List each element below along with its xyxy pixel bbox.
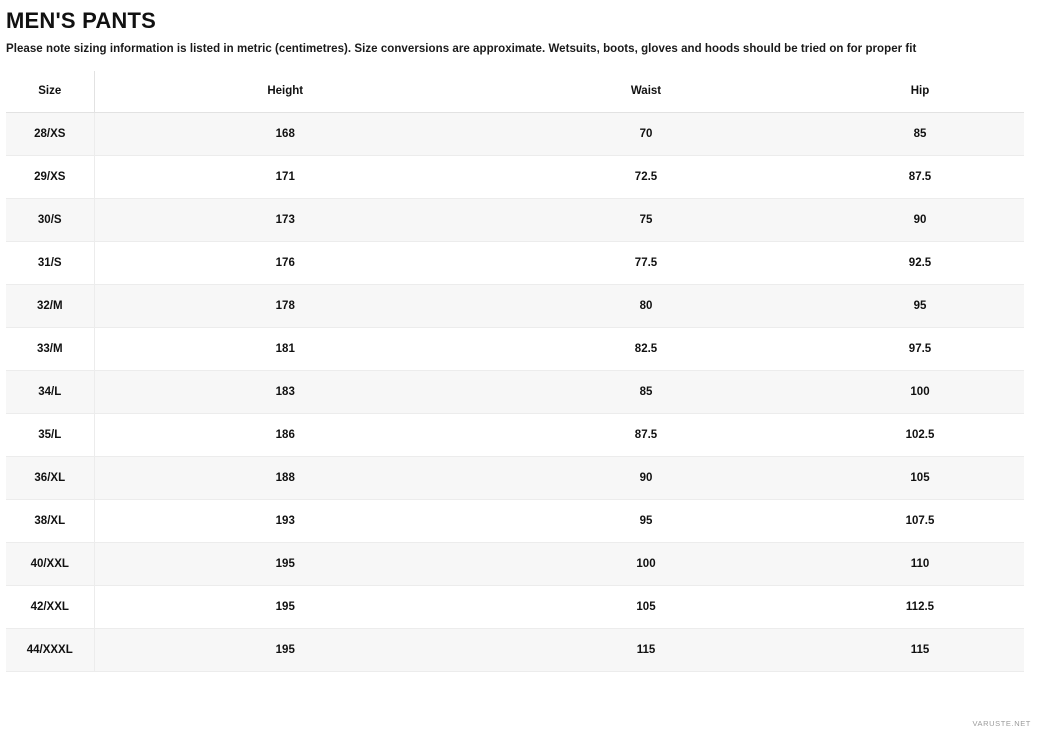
table-row bbox=[6, 113, 1024, 156]
cell-size: 28/XS bbox=[6, 113, 94, 156]
table-header-row bbox=[6, 71, 1024, 113]
cell-height: 178 bbox=[94, 285, 476, 328]
cell-hip: 92.5 bbox=[816, 242, 1024, 285]
cell-hip: 95 bbox=[816, 285, 1024, 328]
table-row bbox=[6, 328, 1024, 371]
cell-hip: 87.5 bbox=[816, 156, 1024, 199]
cell-height: 195 bbox=[94, 586, 476, 629]
table-row bbox=[6, 457, 1024, 500]
cell-waist: 72.5 bbox=[476, 156, 816, 199]
cell-height: 186 bbox=[94, 414, 476, 457]
column-header-size: Size bbox=[6, 71, 94, 113]
table-body bbox=[6, 113, 1024, 672]
cell-hip: 115 bbox=[816, 629, 1024, 672]
cell-waist: 100 bbox=[476, 543, 816, 586]
cell-size: 30/S bbox=[6, 199, 94, 242]
cell-height: 168 bbox=[94, 113, 476, 156]
table-header bbox=[6, 71, 1024, 113]
cell-waist: 90 bbox=[476, 457, 816, 500]
cell-size: 32/M bbox=[6, 285, 94, 328]
cell-height: 181 bbox=[94, 328, 476, 371]
cell-size: 35/L bbox=[6, 414, 94, 457]
column-header-waist: Waist bbox=[476, 71, 816, 113]
size-chart-page bbox=[0, 4, 1037, 731]
cell-size: 34/L bbox=[6, 371, 94, 414]
column-header-hip: Hip bbox=[816, 71, 1024, 113]
table-row bbox=[6, 414, 1024, 457]
cell-waist: 87.5 bbox=[476, 414, 816, 457]
cell-size: 40/XXL bbox=[6, 543, 94, 586]
table-row bbox=[6, 199, 1024, 242]
table-row bbox=[6, 629, 1024, 672]
cell-height: 183 bbox=[94, 371, 476, 414]
table-row bbox=[6, 500, 1024, 543]
table-row bbox=[6, 285, 1024, 328]
cell-hip: 102.5 bbox=[816, 414, 1024, 457]
cell-hip: 90 bbox=[816, 199, 1024, 242]
cell-waist: 80 bbox=[476, 285, 816, 328]
size-chart-table bbox=[6, 71, 1024, 672]
cell-hip: 105 bbox=[816, 457, 1024, 500]
cell-height: 195 bbox=[94, 629, 476, 672]
cell-height: 171 bbox=[94, 156, 476, 199]
cell-waist: 77.5 bbox=[476, 242, 816, 285]
table-row bbox=[6, 371, 1024, 414]
cell-hip: 100 bbox=[816, 371, 1024, 414]
cell-waist: 70 bbox=[476, 113, 816, 156]
column-header-height: Height bbox=[94, 71, 476, 113]
cell-height: 188 bbox=[94, 457, 476, 500]
cell-waist: 95 bbox=[476, 500, 816, 543]
cell-waist: 115 bbox=[476, 629, 816, 672]
table-row bbox=[6, 156, 1024, 199]
cell-waist: 85 bbox=[476, 371, 816, 414]
cell-waist: 105 bbox=[476, 586, 816, 629]
cell-size: 29/XS bbox=[6, 156, 94, 199]
cell-size: 31/S bbox=[6, 242, 94, 285]
cell-height: 193 bbox=[94, 500, 476, 543]
cell-hip: 110 bbox=[816, 543, 1024, 586]
cell-size: 38/XL bbox=[6, 500, 94, 543]
site-watermark: VARUSTE.NET bbox=[972, 719, 1031, 728]
sizing-note: Please note sizing information is listed in metric (centimetres). Size conversions are approximate. Wetsuits, boots, gloves and hoods should be tried on for proper fit bbox=[6, 43, 917, 55]
table-row bbox=[6, 543, 1024, 586]
cell-hip: 112.5 bbox=[816, 586, 1024, 629]
cell-size: 36/XL bbox=[6, 457, 94, 500]
cell-hip: 97.5 bbox=[816, 328, 1024, 371]
cell-height: 176 bbox=[94, 242, 476, 285]
cell-hip: 107.5 bbox=[816, 500, 1024, 543]
cell-waist: 75 bbox=[476, 199, 816, 242]
cell-size: 42/XXL bbox=[6, 586, 94, 629]
cell-height: 195 bbox=[94, 543, 476, 586]
table-row bbox=[6, 586, 1024, 629]
cell-waist: 82.5 bbox=[476, 328, 816, 371]
cell-size: 44/XXXL bbox=[6, 629, 94, 672]
table-row bbox=[6, 242, 1024, 285]
page-title: MEN'S PANTS bbox=[6, 8, 157, 33]
cell-height: 173 bbox=[94, 199, 476, 242]
cell-size: 33/M bbox=[6, 328, 94, 371]
cell-hip: 85 bbox=[816, 113, 1024, 156]
